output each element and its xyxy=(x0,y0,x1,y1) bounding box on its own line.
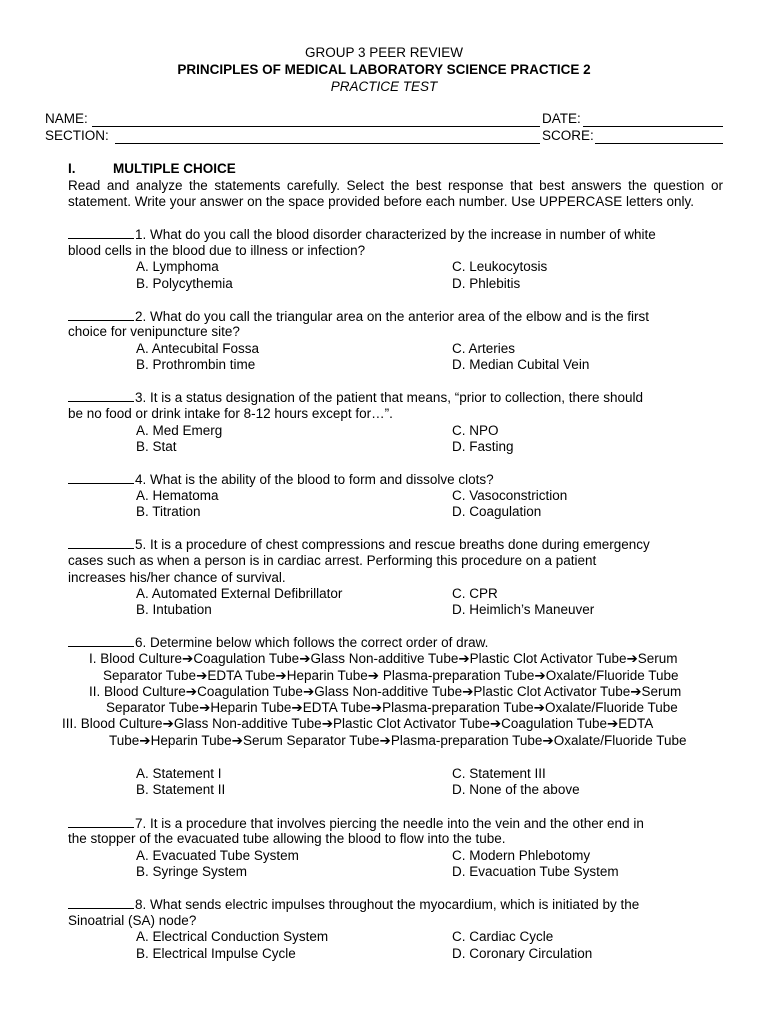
answer-blank-3[interactable] xyxy=(68,389,134,402)
option-b: B. Statement II xyxy=(136,782,226,797)
name-label: NAME: xyxy=(45,111,88,126)
test-type: PRACTICE TEST xyxy=(330,79,438,94)
question-8-line-1: 8. What sends electric impulses throughout the myocardium, which is initiated by the xyxy=(68,896,639,913)
option-d: D. Coronary Circulation xyxy=(452,946,593,961)
statement-2-line-2: Separator Tube➔Heparin Tube➔EDTA Tube➔Plasma-preparation Tube➔Oxalate/Fluoride Tube xyxy=(106,700,678,715)
score-label: SCORE: xyxy=(542,128,594,143)
question-3-line-2: be no food or drink intake for 8-12 hours except for…”. xyxy=(68,406,393,421)
option-a: A. Antecubital Fossa xyxy=(136,341,260,356)
option-c: C. Vasoconstriction xyxy=(452,488,568,503)
option-b: B. Electrical Impulse Cycle xyxy=(136,946,296,961)
question-2-line-1: 2. What do you call the triangular area on the anterior area of the elbow and is the first xyxy=(68,308,649,325)
section-number: I. xyxy=(68,161,76,176)
answer-blank-8[interactable] xyxy=(68,896,134,909)
statement-3-line-2: Tube➔Heparin Tube➔Serum Separator Tube➔Plasma-preparation Tube➔Oxalate/Fluoride Tube xyxy=(109,733,687,748)
answer-blank-7[interactable] xyxy=(68,815,134,828)
option-d: D. Phlebitis xyxy=(452,276,521,291)
course-title: PRINCIPLES OF MEDICAL LABORATORY SCIENCE PRACTICE 2 xyxy=(177,62,591,77)
option-d: D. Evacuation Tube System xyxy=(452,864,619,879)
option-a: A. Statement I xyxy=(136,766,222,781)
header-line-1: GROUP 3 PEER REVIEW xyxy=(304,45,464,60)
name-field[interactable] xyxy=(92,126,540,127)
option-a: A. Automated External Defibrillator xyxy=(136,586,343,601)
section-field[interactable] xyxy=(115,143,540,144)
date-field[interactable] xyxy=(583,126,723,127)
option-c: C. Arteries xyxy=(452,341,516,356)
statement-2-line-1: II. Blood Culture➔Coagulation Tube➔Glass Non-additive Tube➔Plastic Clot Activator Tube➔Serum xyxy=(89,684,682,699)
option-a: A. Evacuated Tube System xyxy=(136,848,299,863)
answer-blank-5[interactable] xyxy=(68,536,134,549)
section-title: MULTIPLE CHOICE xyxy=(113,161,236,176)
question-5-line-3: increases his/her chance of survival. xyxy=(68,570,286,585)
option-b: B. Intubation xyxy=(136,602,212,617)
answer-blank-6[interactable] xyxy=(68,634,134,647)
option-b: B. Polycythemia xyxy=(136,276,233,291)
option-b: B. Syringe System xyxy=(136,864,248,879)
section-label: SECTION: xyxy=(45,128,109,143)
instructions: Read and analyze the statements carefully. Select the best response that best answers the question or statement. Write your answer on the space provided before each number. Use UPPERCASE letters only. xyxy=(68,178,723,210)
question-1-line-1: 1. What do you call the blood disorder characterized by the increase in number of white xyxy=(68,226,656,243)
option-c: C. Leukocytosis xyxy=(452,259,548,274)
question-2-line-2: choice for venipuncture site? xyxy=(68,324,240,339)
answer-blank-1[interactable] xyxy=(68,226,134,239)
question-4-line-1: 4. What is the ability of the blood to form and dissolve clots? xyxy=(68,471,494,488)
statement-1-line-2: Separator Tube➔EDTA Tube➔Heparin Tube➔ Plasma-preparation Tube➔Oxalate/Fluoride Tube xyxy=(103,668,679,683)
option-c: C. Cardiac Cycle xyxy=(452,929,554,944)
option-a: A. Electrical Conduction System xyxy=(136,929,329,944)
question-6-line-1: 6. Determine below which follows the correct order of draw. xyxy=(68,634,488,651)
question-7-line-2: the stopper of the evacuated tube allowing the blood to flow into the tube. xyxy=(68,831,506,846)
option-b: B. Stat xyxy=(136,439,177,454)
question-1-line-2: blood cells in the blood due to illness or infection? xyxy=(68,243,366,258)
option-b: B. Prothrombin time xyxy=(136,357,256,372)
date-label: DATE: xyxy=(542,111,581,126)
score-field[interactable] xyxy=(595,143,723,144)
option-a: A. Lymphoma xyxy=(136,259,219,274)
option-d: D. Heimlich’s Maneuver xyxy=(452,602,595,617)
question-8-line-2: Sinoatrial (SA) node? xyxy=(68,913,197,928)
question-3-line-1: 3. It is a status designation of the patient that means, “prior to collection, there should xyxy=(68,389,643,406)
option-d: D. Coagulation xyxy=(452,504,542,519)
option-b: B. Titration xyxy=(136,504,201,519)
option-d: D. Median Cubital Vein xyxy=(452,357,590,372)
option-c: C. Statement III xyxy=(452,766,546,781)
option-d: D. Fasting xyxy=(452,439,514,454)
option-d: D. None of the above xyxy=(452,782,580,797)
option-c: C. Modern Phlebotomy xyxy=(452,848,591,863)
option-a: A. Med Emerg xyxy=(136,423,223,438)
answer-blank-4[interactable] xyxy=(68,471,134,484)
option-a: A. Hematoma xyxy=(136,488,219,503)
question-7-line-1: 7. It is a procedure that involves piercing the needle into the vein and the other end in xyxy=(68,815,644,832)
statement-3-line-1: III. Blood Culture➔Glass Non-additive Tube➔Plastic Clot Activator Tube➔Coagulation Tube➔EDTA xyxy=(62,716,654,731)
option-c: C. NPO xyxy=(452,423,499,438)
question-5-line-2: cases such as when a person is in cardiac arrest. Performing this procedure on a patient xyxy=(68,553,597,568)
question-5-line-1: 5. It is a procedure of chest compressions and rescue breaths done during emergency xyxy=(68,536,650,553)
option-c: C. CPR xyxy=(452,586,498,601)
answer-blank-2[interactable] xyxy=(68,308,134,321)
statement-1-line-1: I. Blood Culture➔Coagulation Tube➔Glass Non-additive Tube➔Plastic Clot Activator Tube➔Serum xyxy=(89,651,678,666)
